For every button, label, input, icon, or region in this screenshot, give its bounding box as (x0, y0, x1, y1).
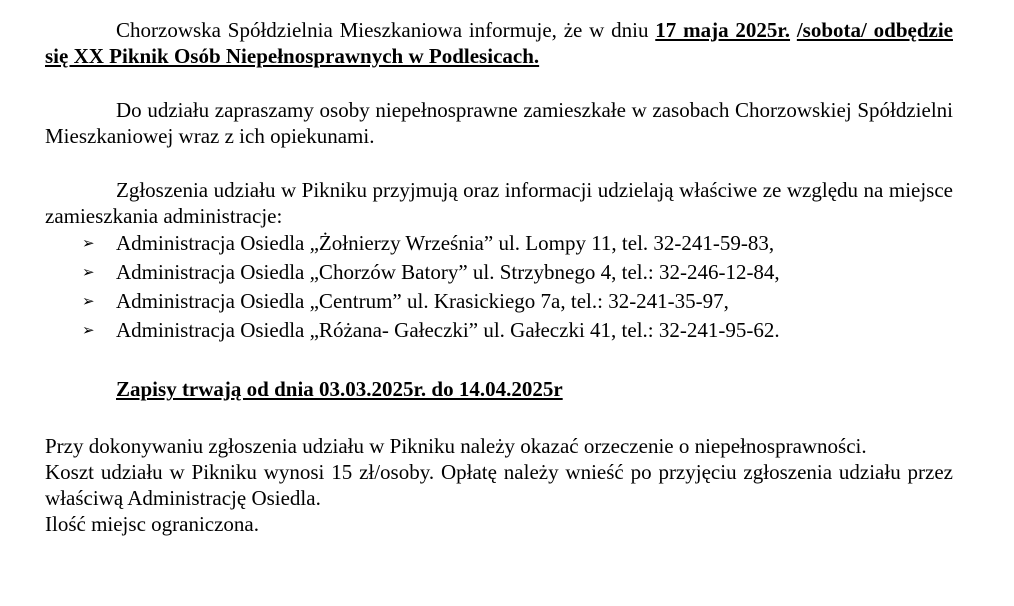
intro-event: /sobota/ odbędzie się XX Piknik Osób Niepełnosprawnych w Podlesicach. (45, 18, 953, 68)
intro-text: Chorzowska Spółdzielnia Mieszkaniowa informuje, że w dniu (116, 18, 656, 42)
arrow-bullet-icon: ➢ (82, 321, 95, 339)
invite-paragraph: Do udziału zapraszamy osoby niepełnosprawne zamieszkałe w zasobach Chorzowskiej Spółdzielni Mieszkaniowej wraz z ich opiekunami. (45, 98, 953, 148)
cost-paragraph: Koszt udziału w Pikniku wynosi 15 zł/osoby. Opłatę należy wnieść po przyjęciu zgłoszenia udziału przez właściwą Administrację Osiedla. (45, 460, 953, 510)
registration-period: Zapisy trwają od dnia 03.03.2025r. do 14.04.2025r (116, 377, 563, 401)
arrow-bullet-icon: ➢ (82, 234, 95, 252)
administration-list (45, 229, 953, 345)
list-item (45, 287, 953, 316)
administration-text: Administracja Osiedla „Różana- Gałeczki” ul. Gałeczki 41, tel.: 32-241-95-62. (116, 318, 780, 342)
administration-text: Administracja Osiedla „Żołnierzy Września” ul. Lompy 11, tel. 32-241-59-83, (116, 231, 775, 255)
certificate-paragraph: Przy dokonywaniu zgłoszenia udziału w Pikniku należy okazać orzeczenie o niepełnosprawności. (45, 434, 867, 458)
list-item (45, 258, 953, 287)
list-item (45, 316, 953, 345)
applications-paragraph: Zgłoszenia udziału w Pikniku przyjmują oraz informacji udzielają właściwe ze względu na miejsce zamieszkania administracje: (45, 178, 953, 228)
administration-text: Administracja Osiedla „Centrum” ul. Krasickiego 7a, tel.: 32-241-35-97, (116, 289, 729, 313)
announcement-document (45, 17, 953, 537)
list-item (45, 229, 953, 258)
arrow-bullet-icon: ➢ (82, 292, 95, 310)
administration-text: Administracja Osiedla „Chorzów Batory” ul. Strzybnego 4, tel.: 32-246-12-84, (116, 260, 780, 284)
intro-date: 17 maja 2025r. (655, 18, 791, 42)
limited-places-note: Ilość miejsc ograniczona. (45, 512, 259, 536)
intro-paragraph (45, 17, 953, 69)
arrow-bullet-icon: ➢ (82, 263, 95, 281)
